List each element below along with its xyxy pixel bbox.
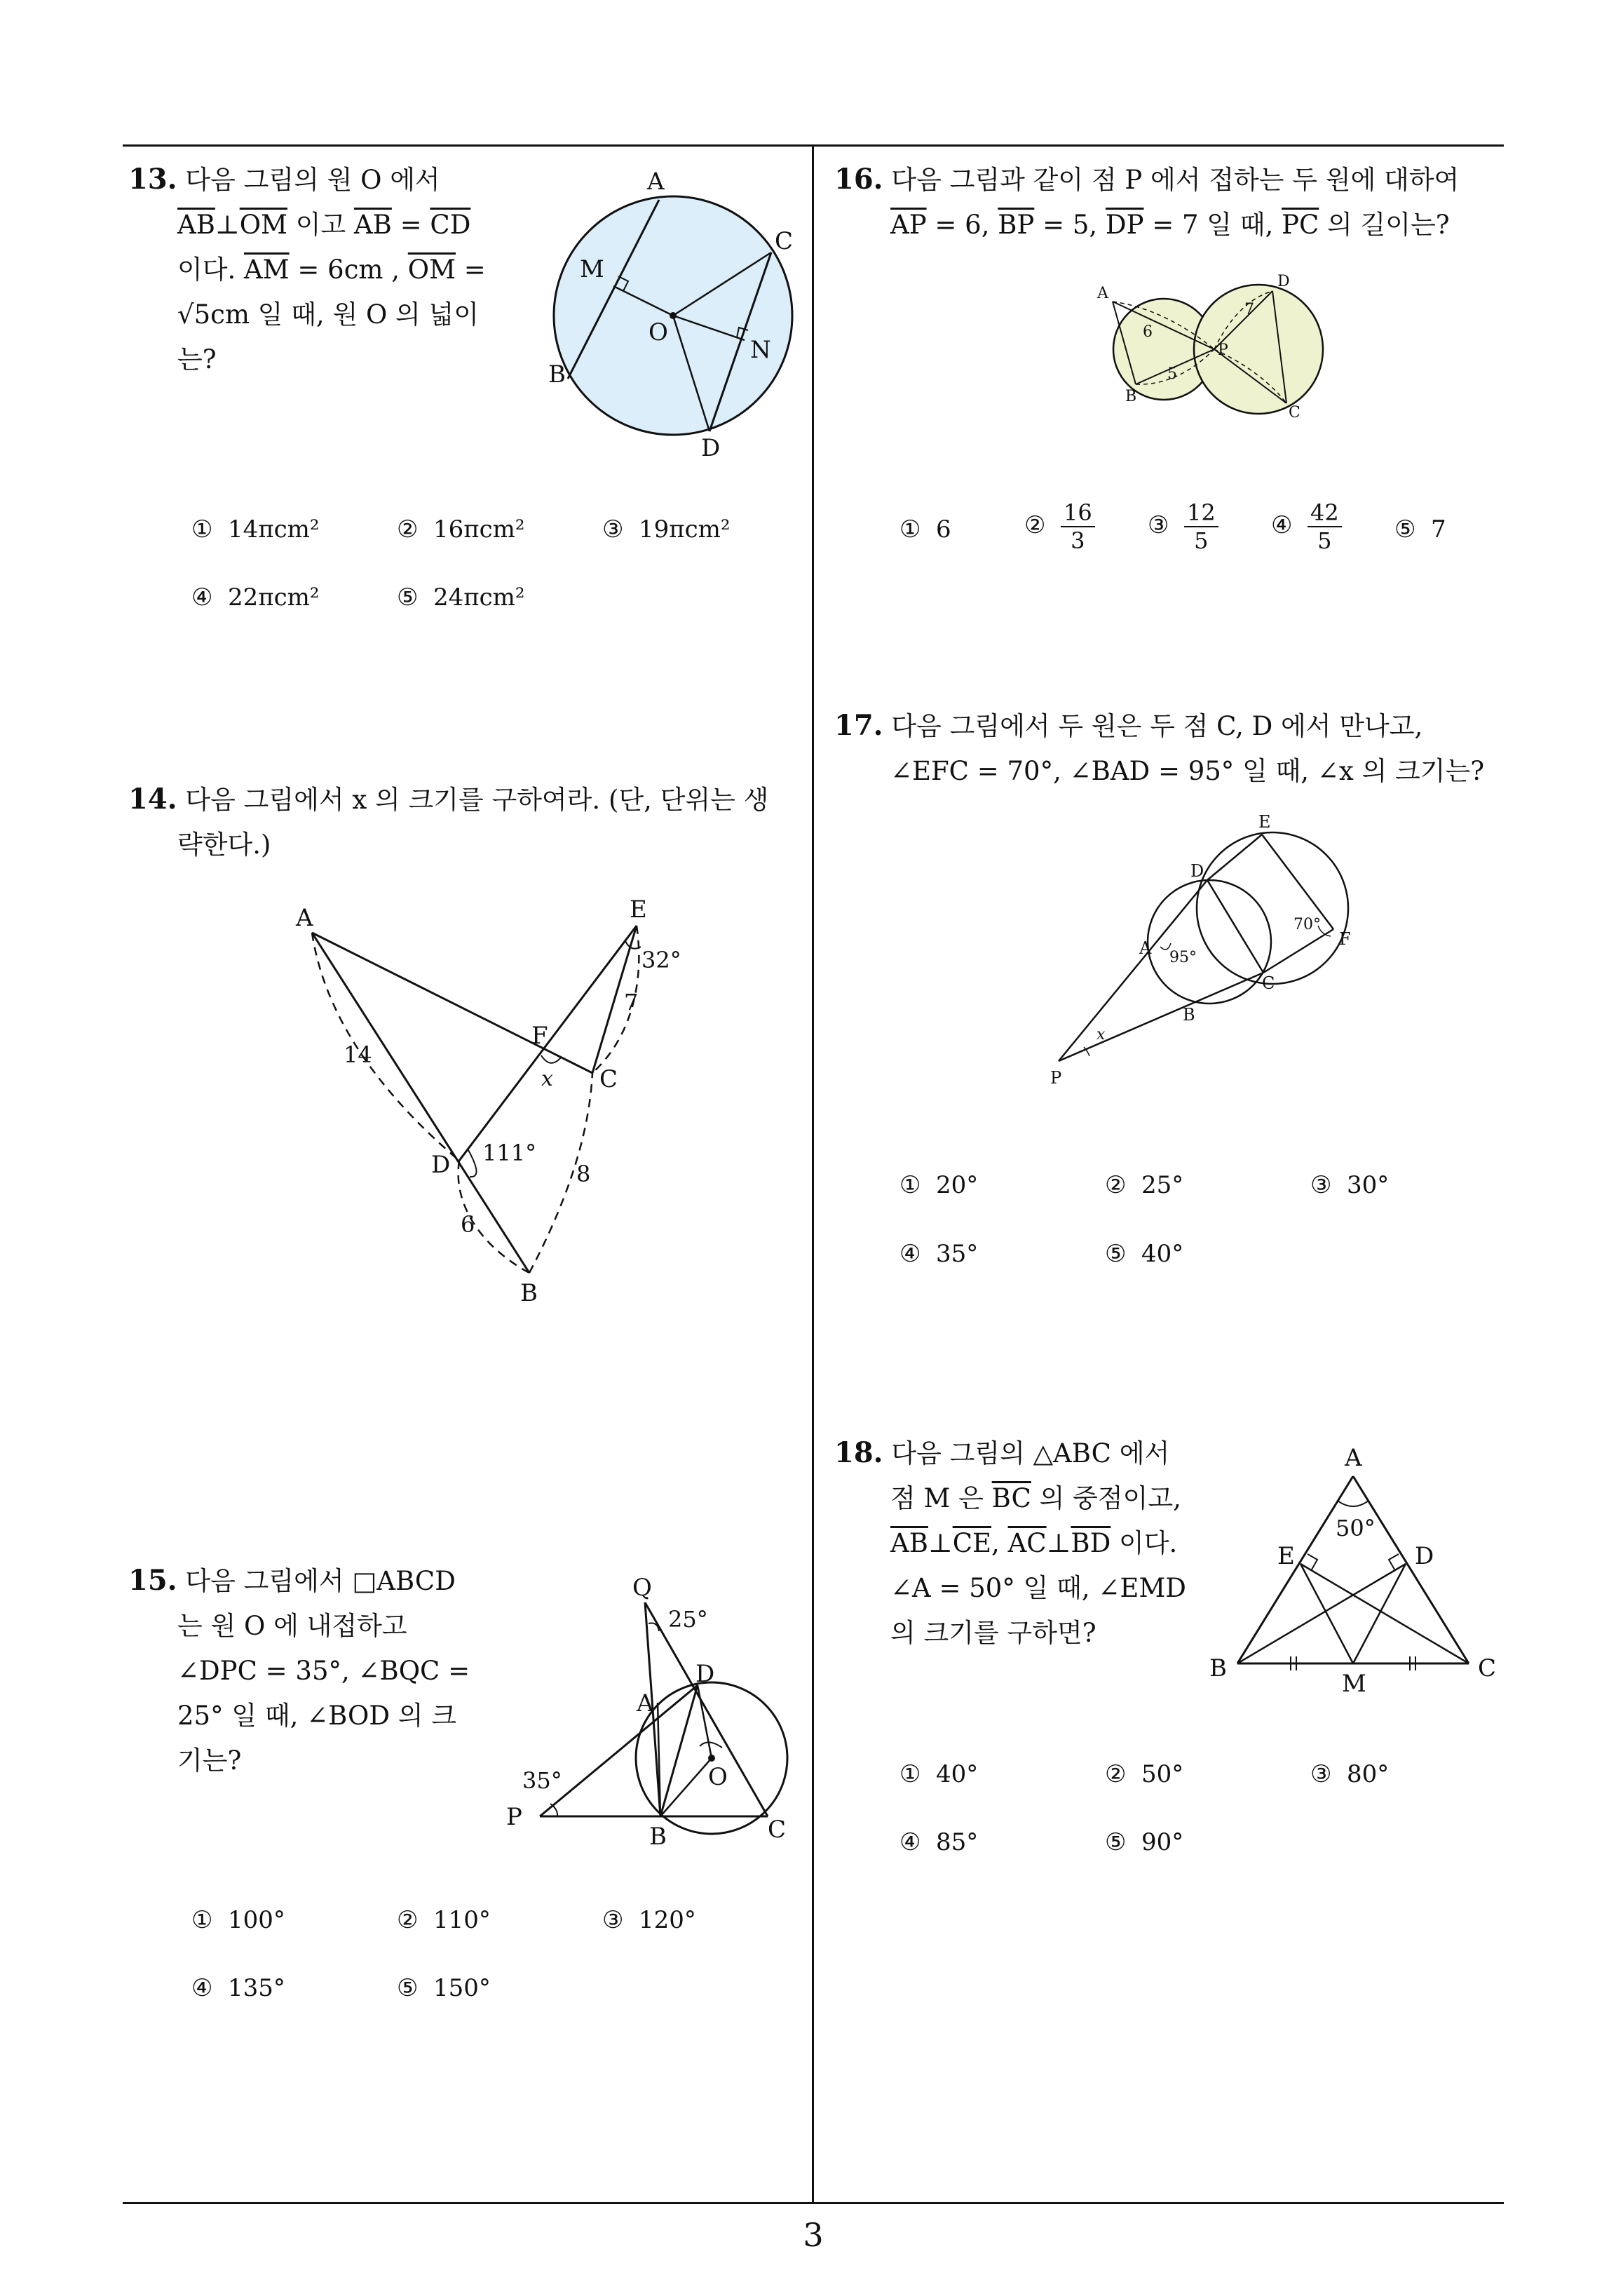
choice-5[interactable]: [397, 583, 525, 612]
choice-text: 7: [1431, 515, 1446, 543]
stem-text: = 5,: [1034, 210, 1106, 240]
label-c: C: [768, 1816, 787, 1844]
choice-1[interactable]: [191, 515, 320, 543]
choice-5[interactable]: [1105, 1240, 1183, 1268]
choice-marker: ③: [602, 1906, 624, 1934]
label-c: C: [775, 227, 794, 255]
q15-figure: [498, 1571, 806, 1851]
q14-figure: [280, 898, 701, 1318]
choice-marker: ①: [191, 515, 213, 543]
question-17-stem: [834, 703, 1507, 794]
choice-marker: ⑤: [1105, 1240, 1127, 1268]
choice-3[interactable]: [602, 515, 731, 543]
angle-95: 95°: [1169, 949, 1197, 966]
choice-text: 6: [936, 515, 951, 543]
stem-text: 의 길이는?: [1319, 210, 1450, 240]
choice-text: 150°: [433, 1974, 491, 2002]
label-m: M: [580, 255, 604, 283]
label-d: D: [431, 1151, 451, 1179]
stem-line: 는?: [177, 344, 217, 374]
choice-3[interactable]: [1310, 1760, 1389, 1788]
question-13-stem: [128, 157, 521, 382]
choice-4[interactable]: [1271, 499, 1342, 554]
edge-14: 14: [344, 1041, 372, 1068]
segment-bp: $\overline{BP}$: [998, 210, 1035, 240]
segment-ce: $\overline{CE}$: [952, 1528, 992, 1558]
label-a: A: [1345, 1444, 1362, 1472]
angle-50: 50°: [1336, 1515, 1376, 1541]
choice-marker: ③: [1148, 511, 1169, 539]
label-f: F: [531, 1022, 548, 1050]
choice-marker: ④: [1271, 511, 1293, 539]
segment-ab: $\overline{AB}$: [177, 210, 215, 240]
choice-text: 80°: [1347, 1760, 1390, 1788]
edge-7: 7: [624, 989, 639, 1015]
stem-line: ∠DPC = 35°, ∠BQC =: [177, 1656, 470, 1686]
choice-text: 25°: [1141, 1171, 1184, 1199]
choice-5[interactable]: [1105, 1828, 1183, 1856]
angle-35: 35°: [522, 1767, 562, 1794]
choice-marker: ③: [1310, 1760, 1332, 1788]
question-number: 13.: [128, 163, 177, 196]
choice-marker: ⑤: [397, 583, 419, 612]
segment-dp: $\overline{DP}$: [1105, 210, 1144, 240]
edge-6: 6: [1143, 323, 1153, 341]
segment-ap: $\overline{AP}$: [890, 210, 927, 240]
choice-marker: ①: [899, 1171, 921, 1199]
label-p: P: [1050, 1068, 1062, 1088]
label-p: P: [506, 1803, 522, 1831]
label-b: B: [1183, 1005, 1195, 1025]
choice-4[interactable]: [899, 1240, 978, 1268]
stem-line: 다음 그림의 원 O 에서: [185, 165, 440, 195]
choice-1[interactable]: [899, 515, 951, 543]
stem-text: 의 중점이고,: [1031, 1483, 1181, 1513]
choice-3[interactable]: [1148, 499, 1218, 554]
choice-1[interactable]: [899, 1760, 978, 1788]
stem-line: 는 원 O 에 내접하고: [177, 1611, 407, 1641]
question-number: 17.: [834, 709, 883, 742]
q18-figure: [1199, 1438, 1507, 1711]
choice-1[interactable]: [191, 1906, 285, 1934]
stem-text: =: [456, 255, 486, 285]
angle-70: 70°: [1293, 916, 1321, 933]
q17-figure: [1038, 810, 1374, 1090]
choice-text: 20°: [936, 1171, 979, 1199]
choice-text: 14πcm²: [228, 515, 320, 543]
label-f: F: [1339, 929, 1351, 949]
choice-text: 40°: [1141, 1240, 1184, 1268]
perp-symbol: ⊥: [1046, 1528, 1071, 1558]
choice-text: 22πcm²: [228, 583, 320, 612]
stem-text: = 6,: [926, 210, 998, 240]
numerator: 42: [1308, 499, 1342, 527]
stem-line: ∠EFC = 70°, ∠BAD = 95° 일 때, ∠x 의 크기는?: [890, 756, 1485, 786]
choice-5[interactable]: [397, 1974, 491, 2002]
q16-figure: [1087, 266, 1325, 428]
perp-symbol: ⊥: [215, 210, 240, 240]
angle-x: x: [1096, 1026, 1106, 1044]
label-a: A: [647, 168, 665, 196]
question-18-stem: [834, 1431, 1199, 1656]
label-d: D: [1277, 273, 1290, 290]
stem-line: 략한다.): [177, 830, 271, 860]
choice-text: 85°: [936, 1828, 979, 1856]
denominator: 5: [1194, 527, 1209, 554]
stem-line: 의 크기를 구하면?: [890, 1618, 1096, 1648]
choice-marker: ⑤: [1105, 1828, 1127, 1856]
label-e: E: [1258, 812, 1271, 832]
label-a: A: [1097, 285, 1108, 302]
fraction: [1308, 499, 1342, 554]
choice-marker: ②: [1105, 1760, 1127, 1788]
label-a: A: [637, 1689, 654, 1717]
question-15-stem: [128, 1558, 493, 1783]
choice-marker: ③: [1310, 1171, 1332, 1199]
choice-2[interactable]: [1024, 499, 1095, 554]
label-b: B: [520, 1279, 538, 1307]
question-number: 15.: [128, 1564, 177, 1597]
choice-text: 40°: [936, 1760, 979, 1788]
edge-6: 6: [461, 1211, 475, 1238]
choice-4[interactable]: [191, 583, 320, 612]
fraction: [1061, 499, 1095, 554]
stem-line: 다음 그림과 같이 점 P 에서 접하는 두 원에 대하여: [891, 165, 1460, 195]
segment-om: $\overline{OM}$: [239, 210, 287, 240]
bottom-rule: [123, 2202, 1504, 2204]
choice-2[interactable]: [1105, 1171, 1183, 1199]
label-d: D: [1415, 1542, 1434, 1570]
q13-circle-figure: [540, 168, 806, 463]
choice-text: 24πcm²: [433, 583, 525, 612]
choice-text: 50°: [1141, 1760, 1184, 1788]
choice-marker: ⑤: [1394, 515, 1416, 543]
stem-line: 다음 그림에서 두 원은 두 점 C, D 에서 만나고,: [891, 711, 1423, 741]
label-b: B: [649, 1823, 667, 1851]
choice-marker: ④: [191, 1974, 213, 2002]
choice-4[interactable]: [191, 1974, 285, 2002]
label-e: E: [1277, 1542, 1295, 1570]
question-number: 18.: [834, 1436, 883, 1469]
angle-32: 32°: [641, 947, 681, 973]
choice-3[interactable]: [1310, 1171, 1389, 1199]
choice-marker: ③: [602, 515, 624, 543]
label-m: M: [1342, 1670, 1366, 1698]
numerator: 16: [1061, 499, 1095, 527]
label-a: A: [296, 904, 313, 932]
choice-marker: ①: [191, 1906, 213, 1934]
segment-ab: $\overline{AB}$: [353, 210, 392, 240]
question-14-stem: [128, 777, 801, 867]
question-number: 14.: [128, 783, 177, 816]
label-c: C: [1262, 973, 1275, 993]
segment-cd: $\overline{CD}$: [430, 210, 471, 240]
choice-text: 110°: [433, 1906, 491, 1934]
edge-8: 8: [576, 1161, 591, 1187]
label-q: Q: [632, 1574, 652, 1602]
choice-2[interactable]: [397, 515, 525, 543]
choice-text: 30°: [1347, 1171, 1390, 1199]
segment-bc: $\overline{BC}$: [991, 1483, 1031, 1513]
segment-bd: $\overline{BD}$: [1071, 1528, 1111, 1558]
segment-om: $\overline{OM}$: [407, 255, 456, 285]
stem-text: ,: [991, 1528, 1008, 1558]
numerator: 12: [1184, 499, 1218, 527]
question-number: 16.: [834, 163, 883, 196]
label-c: C: [1289, 404, 1301, 421]
label-b: B: [1125, 388, 1137, 405]
label-b: B: [1209, 1654, 1227, 1682]
choice-marker: ②: [1024, 511, 1046, 539]
choice-text: 135°: [228, 1974, 285, 2002]
label-c: C: [1478, 1654, 1497, 1682]
label-e: E: [630, 896, 647, 924]
stem-line: √5cm 일 때, 원 O 의 넓이: [177, 299, 480, 330]
choice-marker: ②: [397, 1906, 419, 1934]
choice-text: 19πcm²: [639, 515, 731, 543]
label-d: D: [701, 434, 721, 462]
edge-5: 5: [1167, 365, 1177, 383]
choice-marker: ②: [1105, 1171, 1127, 1199]
stem-text: 이다.: [1111, 1528, 1178, 1558]
choice-5[interactable]: [1394, 515, 1446, 543]
stem-text: =: [391, 210, 430, 240]
stem-line: 25° 일 때, ∠BOD 의 크: [177, 1701, 456, 1731]
choice-3[interactable]: [602, 1906, 696, 1934]
choice-text: 120°: [639, 1906, 696, 1934]
choice-text: 16πcm²: [433, 515, 525, 543]
segment-pc: $\overline{PC}$: [1282, 210, 1319, 240]
label-d: D: [695, 1660, 715, 1688]
denominator: 5: [1317, 527, 1332, 554]
stem-text: 이고: [287, 210, 354, 240]
angle-25: 25°: [668, 1606, 708, 1633]
stem-line: 다음 그림에서 x 의 크기를 구하여라. (단, 단위는 생: [185, 785, 769, 815]
page-number: 3: [803, 2216, 824, 2254]
segment-am: $\overline{AM}$: [244, 255, 290, 285]
angle-x: x: [541, 1067, 553, 1091]
choice-marker: ④: [899, 1828, 921, 1856]
segment-ab: $\overline{AB}$: [890, 1528, 928, 1558]
choice-marker: ④: [899, 1240, 921, 1268]
stem-line: 기는?: [177, 1745, 242, 1776]
label-a: A: [1139, 938, 1152, 958]
label-o: O: [648, 318, 668, 346]
choice-text: 90°: [1141, 1828, 1184, 1856]
stem-text: = 6cm ,: [289, 255, 408, 285]
label-o: O: [708, 1763, 728, 1791]
stem-text: 이다.: [177, 255, 245, 285]
stem-text: = 7 일 때,: [1143, 210, 1282, 240]
choice-text: 100°: [228, 1906, 285, 1934]
choice-2[interactable]: [1105, 1760, 1183, 1788]
choice-4[interactable]: [899, 1828, 978, 1856]
column-divider: [812, 144, 814, 2202]
label-b: B: [548, 360, 566, 389]
stem-line: 다음 그림의 △ABC 에서: [891, 1438, 1170, 1468]
perp-symbol: ⊥: [928, 1528, 953, 1558]
denominator: 3: [1071, 527, 1085, 554]
label-d: D: [1190, 861, 1204, 881]
label-c: C: [599, 1065, 618, 1093]
choice-marker: ②: [397, 515, 419, 543]
choice-1[interactable]: [899, 1171, 978, 1199]
stem-text: 점 M 은: [890, 1483, 992, 1513]
choice-marker: ①: [899, 1760, 921, 1788]
choice-2[interactable]: [397, 1906, 491, 1934]
edge-7: 7: [1244, 301, 1254, 318]
angle-111: 111°: [482, 1140, 537, 1166]
choice-marker: ⑤: [397, 1974, 419, 2002]
choice-marker: ①: [899, 515, 921, 543]
label-n: N: [750, 336, 771, 364]
question-16-stem: [834, 157, 1507, 248]
segment-ac: $\overline{AC}$: [1007, 1528, 1047, 1558]
stem-line: 다음 그림에서 □ABCD: [185, 1566, 456, 1596]
choice-text: 35°: [936, 1240, 979, 1268]
choice-marker: ④: [191, 583, 213, 612]
stem-line: ∠A = 50° 일 때, ∠EMD: [890, 1573, 1186, 1603]
fraction: [1184, 499, 1218, 554]
label-p: P: [1218, 342, 1228, 359]
